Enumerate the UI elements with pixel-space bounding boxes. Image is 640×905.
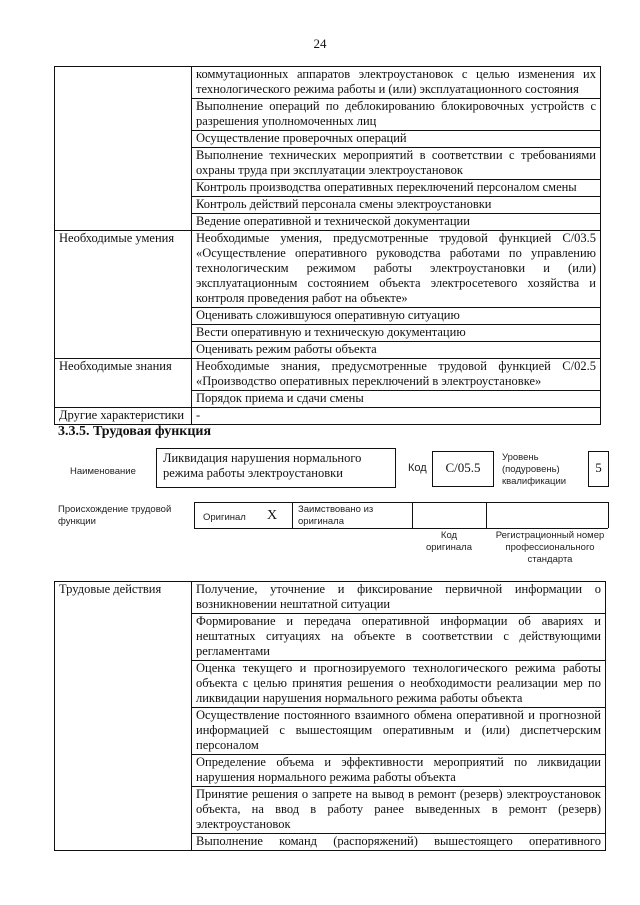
function-name: Ликвидация нарушения нормального режима работы электроустановки: [163, 451, 362, 480]
code-original-caption: Код оригинала: [425, 530, 472, 553]
divider: [292, 502, 293, 528]
row-label: Другие характеристики: [55, 408, 192, 425]
list-item: Выполнение технических мероприятий в соответствии с требованиями охраны труда при эксплуатации электроустановок: [192, 148, 601, 180]
list-item: Порядок приема и сдачи смены: [192, 391, 601, 408]
list-item: Вести оперативную и техническую документацию: [192, 325, 601, 342]
competency-table: [54, 66, 601, 425]
function-name-box: [156, 448, 396, 488]
original-mark: X: [267, 508, 278, 523]
reg-number-caption: Регистрационный номер профессионального стандарта: [495, 530, 605, 565]
list-item: Оценивать режим работы объекта: [192, 342, 601, 359]
row-label: Необходимые умения: [55, 231, 192, 359]
code-value: С/05.5: [445, 460, 481, 475]
page-number: 24: [313, 36, 327, 51]
list-item: Контроль действий персонала смены электроустановки: [192, 197, 601, 214]
row-label: Трудовые действия: [55, 582, 192, 851]
list-item: Выполнение команд (распоряжений) вышестоящего оперативного: [192, 834, 606, 851]
list-item: Оценка текущего и прогнозируемого технологического режима работы объекта с целью принятия решения о необходимости реализации мер по ликвидации нарушения нормального режима работы объекта: [192, 661, 606, 708]
name-label: Наименование: [70, 466, 136, 477]
list-item: Осуществление постоянного взаимного обмена оперативной и прогнозной информацией с вышестоящим оперативным и (или) диспетчерским персоналом: [192, 708, 606, 755]
labor-actions-table: [54, 581, 606, 851]
level-label: Уровень (подуровень) квалификации: [502, 452, 567, 487]
table-row: [55, 359, 601, 391]
divider: [486, 502, 487, 528]
list-item: Выполнение операций по деблокированию блокировочных устройств с разрешения уполномоченных лиц: [192, 99, 601, 131]
table-row: [55, 408, 601, 425]
origin-label: Происхождение трудовой функции: [58, 504, 172, 527]
original-label: Оригинал: [203, 512, 246, 523]
list-item: Контроль производства оперативных переключений персоналом смены: [192, 180, 601, 197]
list-item: -: [192, 408, 601, 425]
code-box: [432, 451, 494, 487]
row-label: [55, 67, 192, 231]
list-item: Определение объема и эффективности мероприятий по ликвидации нарушения нормального режима работы объекта: [192, 755, 606, 787]
list-item: Необходимые знания, предусмотренные трудовой функцией С/02.5 «Производство оперативных переключений в электроустановке»: [192, 359, 601, 391]
code-label: Код: [408, 462, 427, 474]
level-value: 5: [595, 460, 602, 475]
table-row: [55, 231, 601, 308]
level-box: [588, 451, 609, 487]
list-item: коммутационных аппаратов электроустановок с целью изменения их технологического режима работы и (или) эксплуатационного состояния: [192, 67, 601, 99]
table-row: [55, 67, 601, 99]
divider: [412, 502, 413, 528]
list-item: Получение, уточнение и фиксирование первичной информации о возникновении нештатной ситуации: [192, 582, 606, 614]
list-item: Формирование и передача оперативной информации об авариях и нештатных ситуациях на объекте в соответствии с действующими регламентами: [192, 614, 606, 661]
table-row: [55, 582, 606, 614]
divider: [194, 502, 195, 528]
list-item: Необходимые умения, предусмотренные трудовой функцией С/03.5 «Осуществление оперативного руководства работами по управлению технологическим режимом работы электроустановки и (или) эксплуатационным состоянием объекта электросетевого хозяйства и контроля проведения работ на объекте»: [192, 231, 601, 308]
list-item: Принятие решения о запрете на вывод в ремонт (резерв) электроустановок объекта, на ввод в работу ранее выведенных в ремонт (резерв) электроустановок: [192, 787, 606, 834]
list-item: Ведение оперативной и технической документации: [192, 214, 601, 231]
divider: [608, 502, 609, 528]
list-item: Оценивать сложившуюся оперативную ситуацию: [192, 308, 601, 325]
row-label: Необходимые знания: [55, 359, 192, 408]
list-item: Осуществление проверочных операций: [192, 131, 601, 148]
section-title: 3.3.5. Трудовая функция: [58, 424, 212, 439]
borrowed-label: Заимствовано из оригинала: [298, 504, 374, 527]
